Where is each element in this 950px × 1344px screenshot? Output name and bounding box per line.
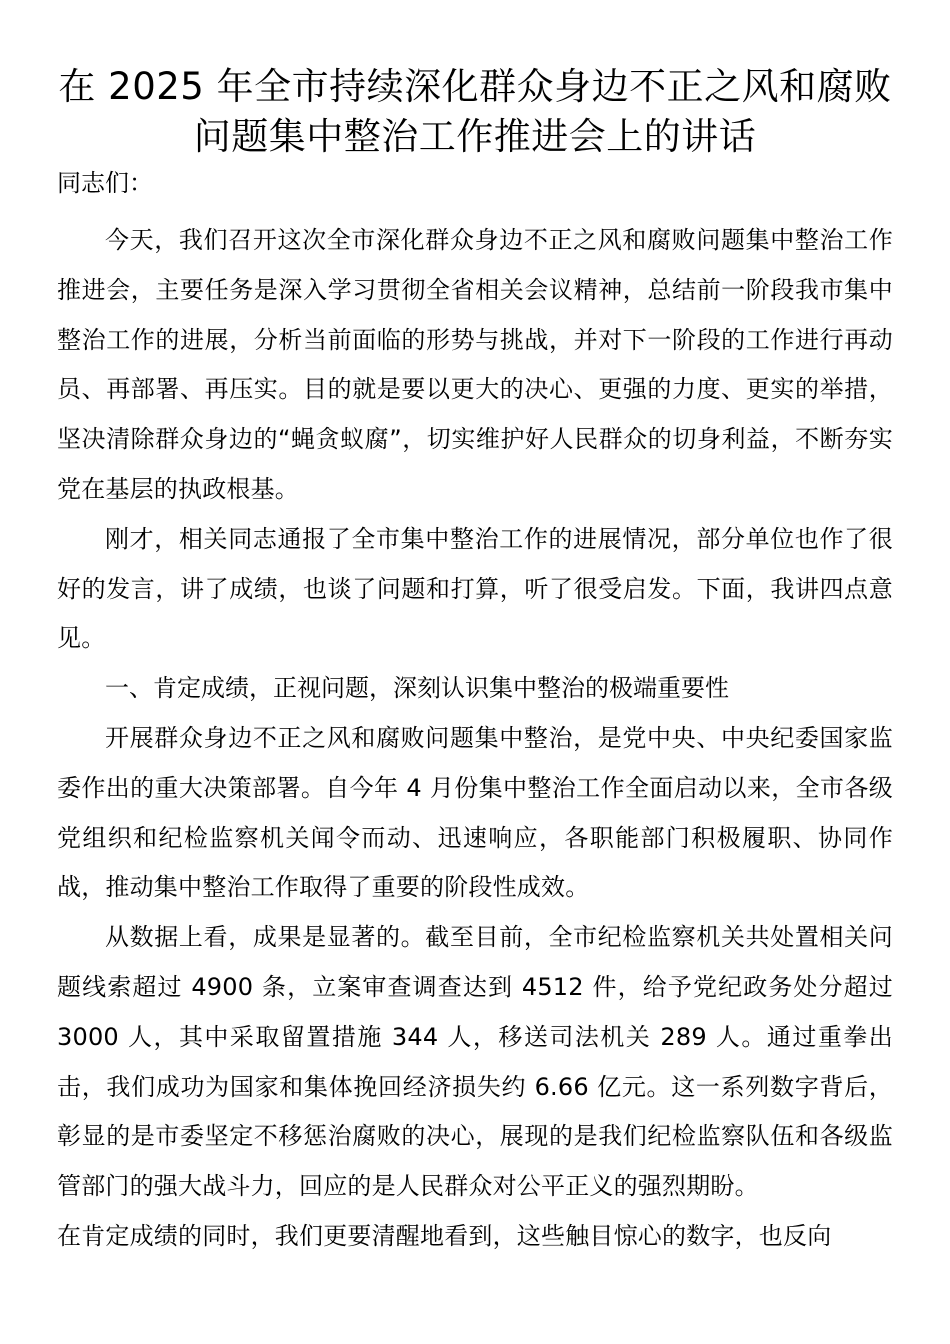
paragraph-tail: 在肯定成绩的同时，我们更要清醒地看到，这些触目惊心的数字，也反向 xyxy=(57,1221,832,1250)
document-page xyxy=(57,62,893,1262)
document-title: 在 2025 年全市持续深化群众身边不正之风和腐败问题集中整治工作推进会上的讲话 xyxy=(58,65,892,158)
paragraph-intro: 刚才，相关同志通报了全市集中整治工作的进展情况，部分单位也作了很好的发言，讲了成绩，也谈了问题和打算，听了很受启发。下面，我讲四点意见。 xyxy=(57,524,893,653)
paragraph-opening: 今天，我们召开这次全市深化群众身边不正之风和腐败问题集中整治工作推进会，主要任务是深入学习贯彻全省相关会议精神，总结前一阶段我市集中整治工作的进展，分析当前面临的形势与挑战，并对下一阶段的工作进行再动员、再部署、再压实。目的就是要以更大的决心、更强的力度、更实的举措，坚决清除群众身边的“蝇贪蚁腐”，切实维护好人民群众的切身利益，不断夯实党在基层的执政根基。 xyxy=(57,226,893,503)
paragraph-section-1: 开展群众身边不正之风和腐败问题集中整治，是党中央、中央纪委国家监委作出的重大决策部署。自今年 4 月份集中整治工作全面启动以来，全市各级党组织和纪检监察机关闻令而动、迅速响应，各职能部门积极履职、协同作战，推动集中整治工作取得了重要的阶段性成效。 xyxy=(57,723,893,902)
salutation: 同志们： xyxy=(57,169,153,197)
paragraph-section-2: 从数据上看，成果是显著的。截至目前，全市纪检监察机关共处置相关问题线索超过 4900 条，立案审查调查达到 4512 件，给予党纪政务处分超过 3000 人，其中采取留置措施 344 人，移送司法机关 289 人。通过重拳出击，我们成功为国家和集体挽回经济损失约 6.66 亿元。这一系列数字背后，彰显的是市委坚定不移惩治腐败的决心，展现的是我们纪检监察队伍和各级监管部门的强大战斗力，回应的是人民群众对公平正义的强烈期盼。 xyxy=(57,923,893,1201)
section-heading-1: 一、肯定成绩，正视问题，深刻认识集中整治的极端重要性 xyxy=(105,674,729,703)
